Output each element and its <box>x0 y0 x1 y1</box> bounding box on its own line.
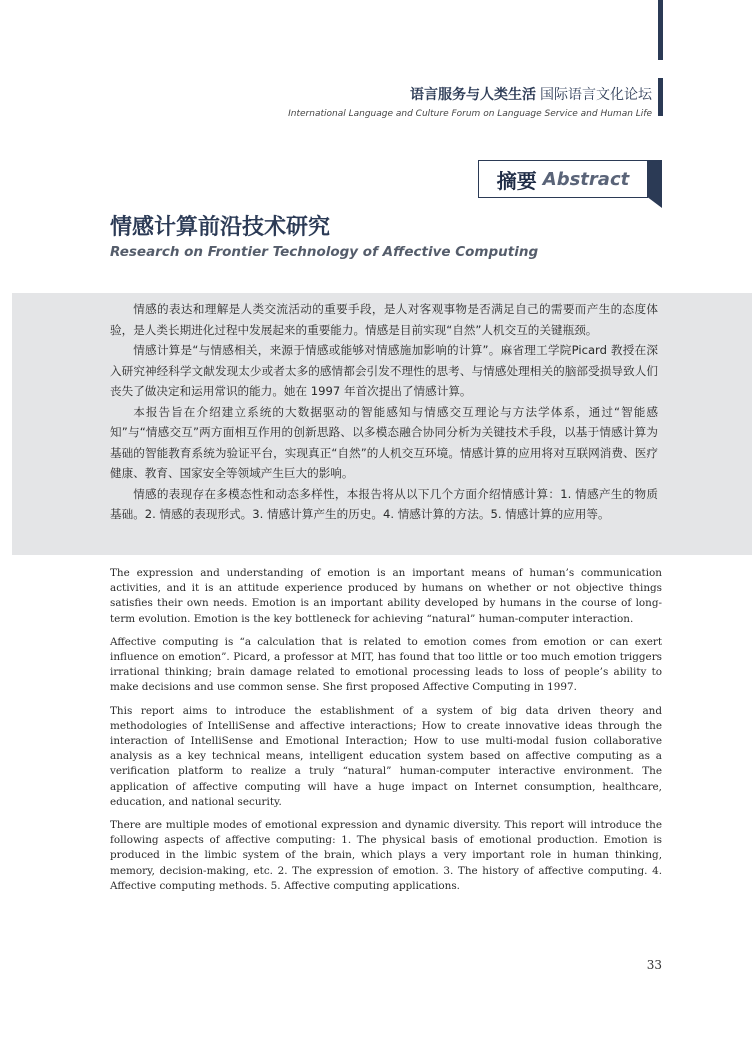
abstract-zh-paragraph-1: 情感的表达和理解是人类交流活动的重要手段，是人对客观事物是否满足自己的需要而产生的态度体验，是人类长期进化过程中发展起来的重要能力。情感是目前实现“自然”人机交互的关键瓶颈。 <box>110 302 658 337</box>
abstract-zh-paragraph-4: 情感的表现存在多模态性和动态多样性，本报告将从以下几个方面介绍情感计算：1. 情感产生的物质基础。2. 情感的表现形式。3. 情感计算产生的历史。4. 情感计算的方法。5. 情感计算的应用等。 <box>110 486 658 521</box>
header-vertical-bar <box>658 78 663 116</box>
abstract-box-fold <box>648 160 662 208</box>
header-title-zh: 语言服务与人类生活 <box>410 87 536 103</box>
abstract-en-paragraph-3: This report aims to introduce the establishment of a system of big data driven theory and methodologies of IntelliSense and affective interactions; How to create innovative ideas through the interaction of IntelliSense and Emotional Interaction; How to use multi-modal fusion collaborative analysis as a key technical means, intelligent education system based on affective computing as a verification platform to realize a truly “natural” human-computer interactive environment. The application of affective computing will have a huge impact on Internet consumption, healthcare, education, and national security. <box>110 704 662 808</box>
abstract-label-box <box>478 160 648 198</box>
paper-title-zh: 情感计算前沿技术研究 <box>110 214 331 240</box>
paper-title-en: Research on Frontier Technology of Affective Computing <box>110 244 539 260</box>
header-forum-zh: 国际语言文化论坛 <box>540 87 652 103</box>
abstract-en-paragraph-1: The expression and understanding of emotion is an important means of human’s communication activities, and it is an attitude experience produced by humans on whether or not objective things satisfies their own needs. Emotion is an important ability developed by humans in the course of long-term evolution. Emotion is the key bottleneck for achieving “natural” human-computer interaction. <box>110 567 662 625</box>
abstract-label-en: Abstract <box>542 168 630 190</box>
abstract-en-block <box>110 566 662 902</box>
header-title <box>288 84 652 104</box>
abstract-zh-block <box>12 293 752 555</box>
abstract-zh-paragraph-3: 本报告旨在介绍建立系统的大数据驱动的智能感知与情感交互理论与方法学体系，通过“智能感知”与“情感交互”两方面相互作用的创新思路、以多模态融合协同分析为关键技术手段，以基于情感计算为基础的智能教育系统为验证平台，实现真正“自然”的人机交互环境。情感计算的应用将对互联网消费、医疗健康、教育、国家安全等领域产生巨大的影响。 <box>110 404 658 480</box>
top-decorative-rule <box>658 0 663 60</box>
abstract-label-zh: 摘要 <box>496 168 537 193</box>
page-number: 33 <box>646 958 662 972</box>
abstract-en-paragraph-2: Affective computing is “a calculation that is related to emotion comes from emotion or can exert influence on emotion”. Picard, a professor at MIT, has found that too little or too much emotion triggers irrational thinking; brain damage related to emotional processing leads to loss of people’s ability to make decisions and use common sense. She first proposed Affective Computing in 1997. <box>110 635 662 694</box>
abstract-en-paragraph-4: There are multiple modes of emotional expression and dynamic diversity. This report will introduce the following aspects of affective computing: 1. The physical basis of emotional production. Emotion is produced in the limbic system of the brain, which plays a very important role in human thinking, memory, decision-making, etc. 2. The expression of emotion. 3. The history of affective computing. 4. Affective computing methods. 5. Affective computing applications. <box>110 819 662 892</box>
abstract-zh-paragraph-2: 情感计算是“与情感相关，来源于情感或能够对情感施加影响的计算”。麻省理工学院Picard 教授在深入研究神经科学文献发现太少或者太多的感情都会引发不理性的思考、与情感处理相关的脑部受损导致人们丧失了做决定和运用常识的能力。她在 1997 年首次提出了情感计算。 <box>110 343 658 398</box>
running-header <box>288 84 652 119</box>
header-subtitle-en: International Language and Culture Forum on Language Service and Human Life <box>288 109 652 119</box>
